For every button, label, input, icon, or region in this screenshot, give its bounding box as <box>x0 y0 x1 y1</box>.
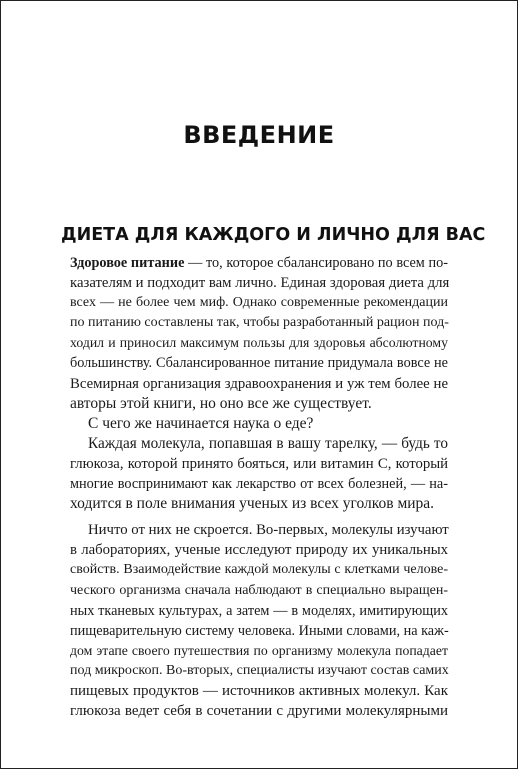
paragraph-line: пищевых продуктов — источников активных молекул. Как <box>70 682 448 699</box>
paragraph-line: ходится в поле внимания ученых из всех уголков мира. <box>70 495 435 513</box>
paragraph-line: большинству. Сбалансированное питание придумала вовсе не <box>70 355 448 372</box>
paragraph-line: ных тканевых культурах, а затем — в моделях, имитирующих <box>70 602 448 619</box>
paragraph-line: Каждая молекула, попавшая в вашу тарелку, — будь то <box>88 434 448 452</box>
body-text <box>70 253 448 721</box>
lead-term: Здоровое питание <box>70 255 185 271</box>
paragraph-line: в лабораториях, ученые исследуют природу их уникальных <box>70 542 448 559</box>
paragraph-line: многие воспринимают как лекарство от всех болезней, — на- <box>70 476 448 493</box>
paragraph-line: Ничто от них не скроется. Во-первых, молекулы изучают <box>88 522 449 539</box>
paragraph-line: ческого организма сначала наблюдают в специально выращен- <box>70 582 448 598</box>
paragraph-line: глюкоза, которой принято бояться, или витамин С, который <box>70 455 448 472</box>
paragraph-line: всех — не более чем миф. Однако современные рекомендации <box>70 295 448 311</box>
paragraph-line: пищеварительную систему человека. Иными словами, на каж- <box>70 622 449 639</box>
paragraph-line: казателям и подходит вам лично. Единая здоровая диета для <box>70 275 450 292</box>
paragraph-line: под микроскоп. Во-вторых, специалисты изучают состав самих <box>70 662 449 678</box>
paragraph-line: ходил и приносил максимум пользы для здоровья абсолютному <box>70 335 448 351</box>
chapter-title: ВВЕДЕНИЕ <box>183 121 335 149</box>
paragraph-line: С чего же начинается наука о еде? <box>88 414 314 432</box>
paragraph-text: — то, которое сбалансировано по всем по- <box>184 255 448 271</box>
paragraph-line: Всемирная организация здравоохранения и уж тем более не <box>70 375 448 392</box>
paragraph-line <box>70 253 448 273</box>
paragraph-line: глюкоза ведет себя в сочетании с другими молекулярными <box>70 703 448 720</box>
paragraph-line: по питанию составлены так, чтобы разработанный рацион под- <box>70 315 449 331</box>
paragraph-line: свойств. Взаимодействие каждой молекулы с клетками челове- <box>70 562 448 578</box>
paragraph-line: авторы этой книги, но оно все же существует. <box>70 394 372 412</box>
section-title: ДИЕТА ДЛЯ КАЖДОГО И ЛИЧНО ДЛЯ ВАС <box>61 225 486 245</box>
paragraph-line: дом этапе своего путешествия по организму молекула попадает <box>70 642 448 658</box>
